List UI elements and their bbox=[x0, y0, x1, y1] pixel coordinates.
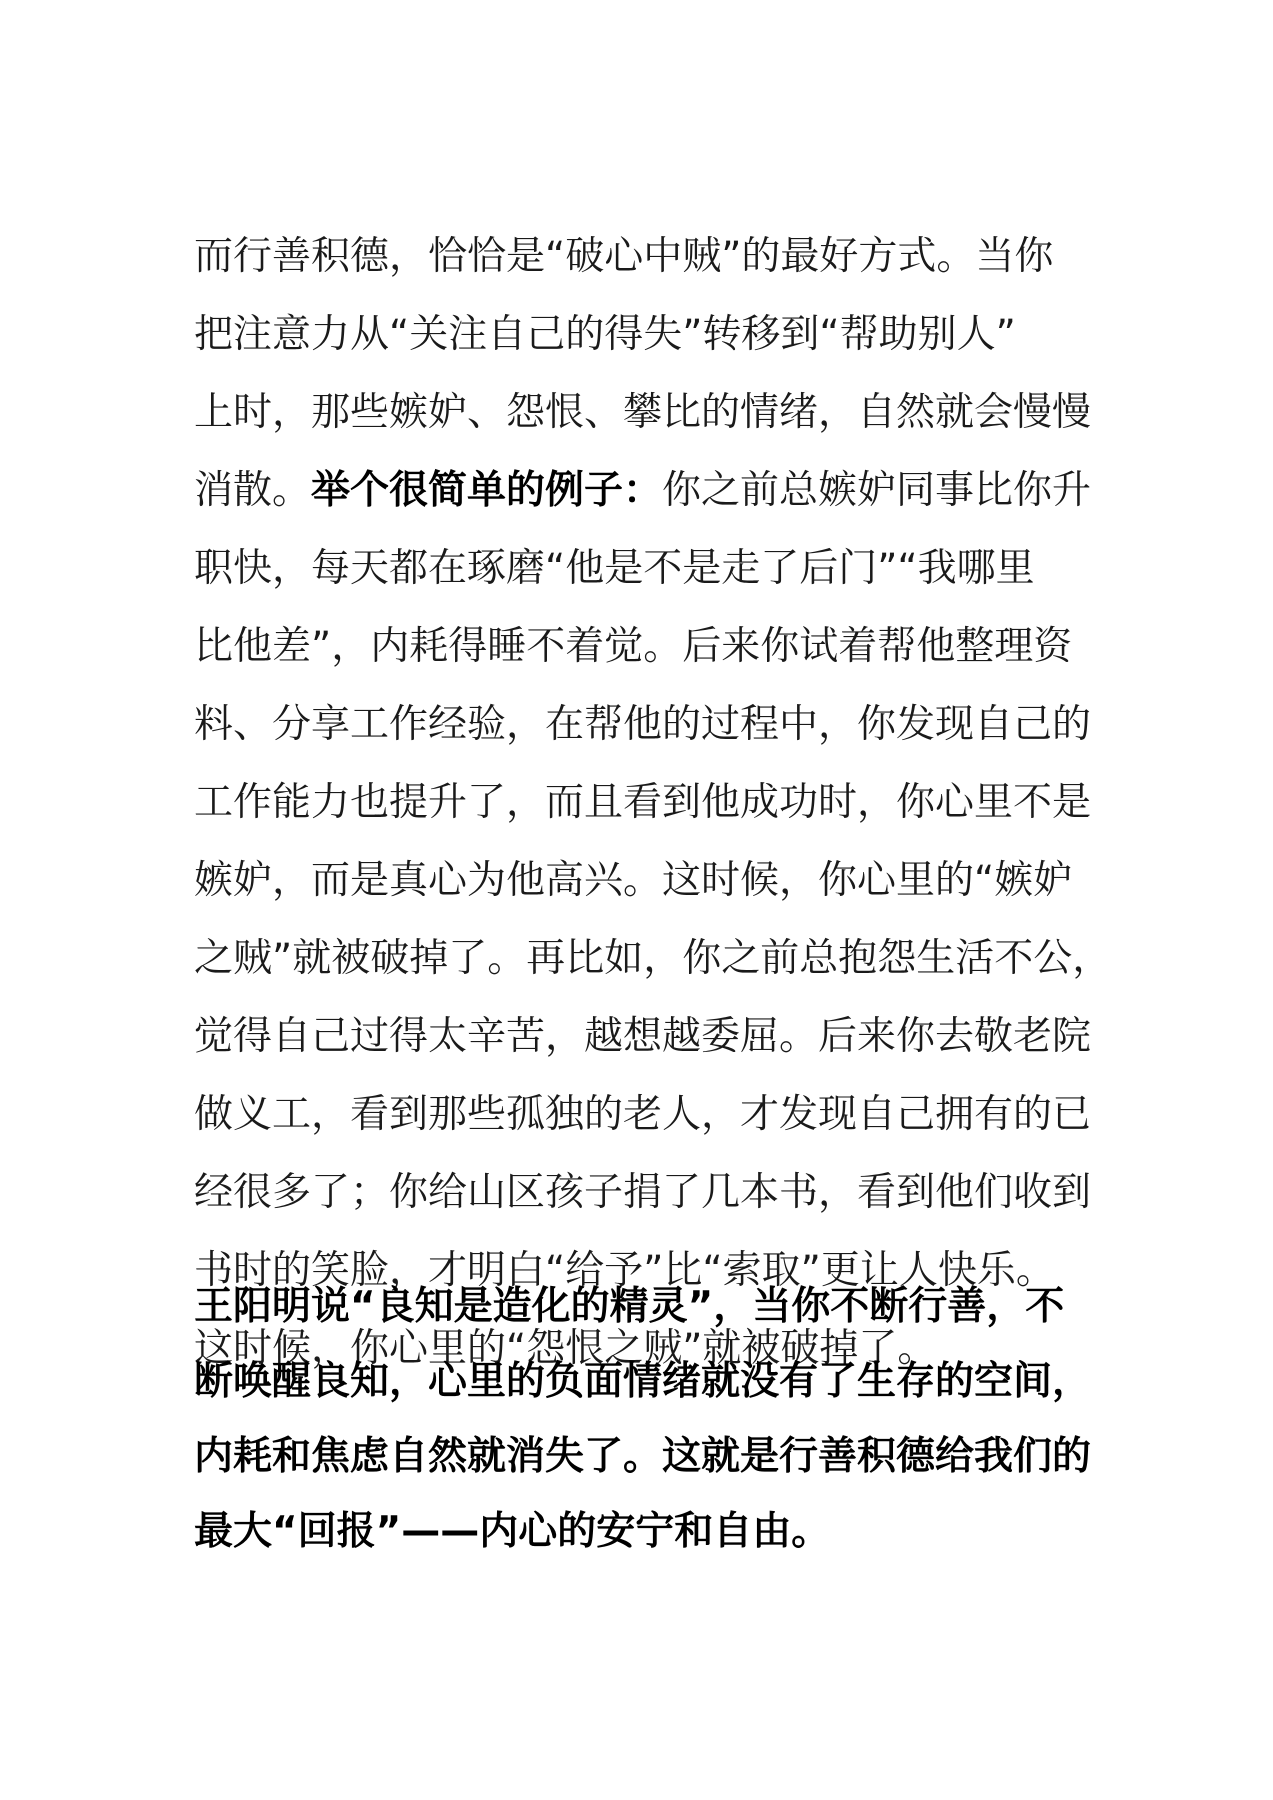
text-run: 经很多了；你给山区孩子捐了几本书，看到他们收到 bbox=[194, 1170, 1092, 1215]
body-paragraph-2 bbox=[194, 1269, 1094, 1569]
bold-text-run: 断唤醒良知，心里的负面情绪就没有了生存的空间， bbox=[194, 1359, 1092, 1404]
text-line bbox=[194, 1494, 1094, 1569]
text-run: 书时的笑脸，才明白“给予”比“索取”更让人快乐。 bbox=[194, 1248, 1055, 1293]
text-run: 职快，每天都在琢磨“他是不是走了后门”“我哪里 bbox=[194, 546, 1035, 591]
text-run: 把注意力从“关注自己的得失”转移到“帮助别人” bbox=[194, 312, 1016, 357]
text-line bbox=[194, 1154, 1094, 1232]
text-line bbox=[194, 686, 1094, 764]
text-line bbox=[194, 1419, 1094, 1494]
text-run: 觉得自己过得太辛苦，越想越委屈。后来你去敬老院 bbox=[194, 1014, 1092, 1059]
text-run: 消散。 bbox=[194, 468, 312, 513]
text-line bbox=[194, 374, 1094, 452]
text-line bbox=[194, 452, 1094, 530]
bold-text-run: 举个很简单的例子： bbox=[311, 468, 663, 513]
text-line bbox=[194, 1344, 1094, 1419]
text-line bbox=[194, 296, 1094, 374]
bold-text-run: 王阳明说“良知是造化的精灵”，当你不断行善，不 bbox=[194, 1284, 1065, 1329]
text-run: 而行善积德，恰恰是“破心中贼”的最好方式。当你 bbox=[194, 234, 1054, 279]
bold-text-run: 最大“回报”——内心的安宁和自由。 bbox=[194, 1509, 831, 1554]
text-run: 上时，那些嫉妒、怨恨、攀比的情绪，自然就会慢慢 bbox=[194, 390, 1092, 435]
text-line bbox=[194, 1076, 1094, 1154]
text-line bbox=[194, 530, 1094, 608]
text-run: 你之前总嫉妒同事比你升 bbox=[662, 468, 1092, 513]
bold-text-run: 内耗和焦虑自然就消失了。这就是行善积德给我们的 bbox=[194, 1434, 1092, 1479]
text-line bbox=[194, 764, 1094, 842]
text-run: 做义工，看到那些孤独的老人，才发现自己拥有的已 bbox=[194, 1092, 1092, 1137]
text-run: 这时候，你心里的“怨恨之贼”就被破掉了。 bbox=[194, 1326, 937, 1371]
text-run: 料、分享工作经验，在帮他的过程中，你发现自己的 bbox=[194, 702, 1092, 747]
text-run: 工作能力也提升了，而且看到他成功时，你心里不是 bbox=[194, 780, 1092, 825]
text-line bbox=[194, 218, 1094, 296]
body-paragraph-1 bbox=[194, 218, 1112, 1388]
text-run: 之贼”就被破掉了。再比如，你之前总抱怨生活不公， bbox=[194, 936, 1112, 981]
text-line bbox=[194, 1269, 1094, 1344]
text-line bbox=[194, 608, 1094, 686]
text-line bbox=[194, 920, 1112, 998]
text-run: 比他差”，内耗得睡不着觉。后来你试着帮他整理资 bbox=[194, 624, 1073, 669]
text-line bbox=[194, 842, 1094, 920]
text-line bbox=[194, 998, 1094, 1076]
text-run: 嫉妒，而是真心为他高兴。这时候，你心里的“嫉妒 bbox=[194, 858, 1073, 903]
